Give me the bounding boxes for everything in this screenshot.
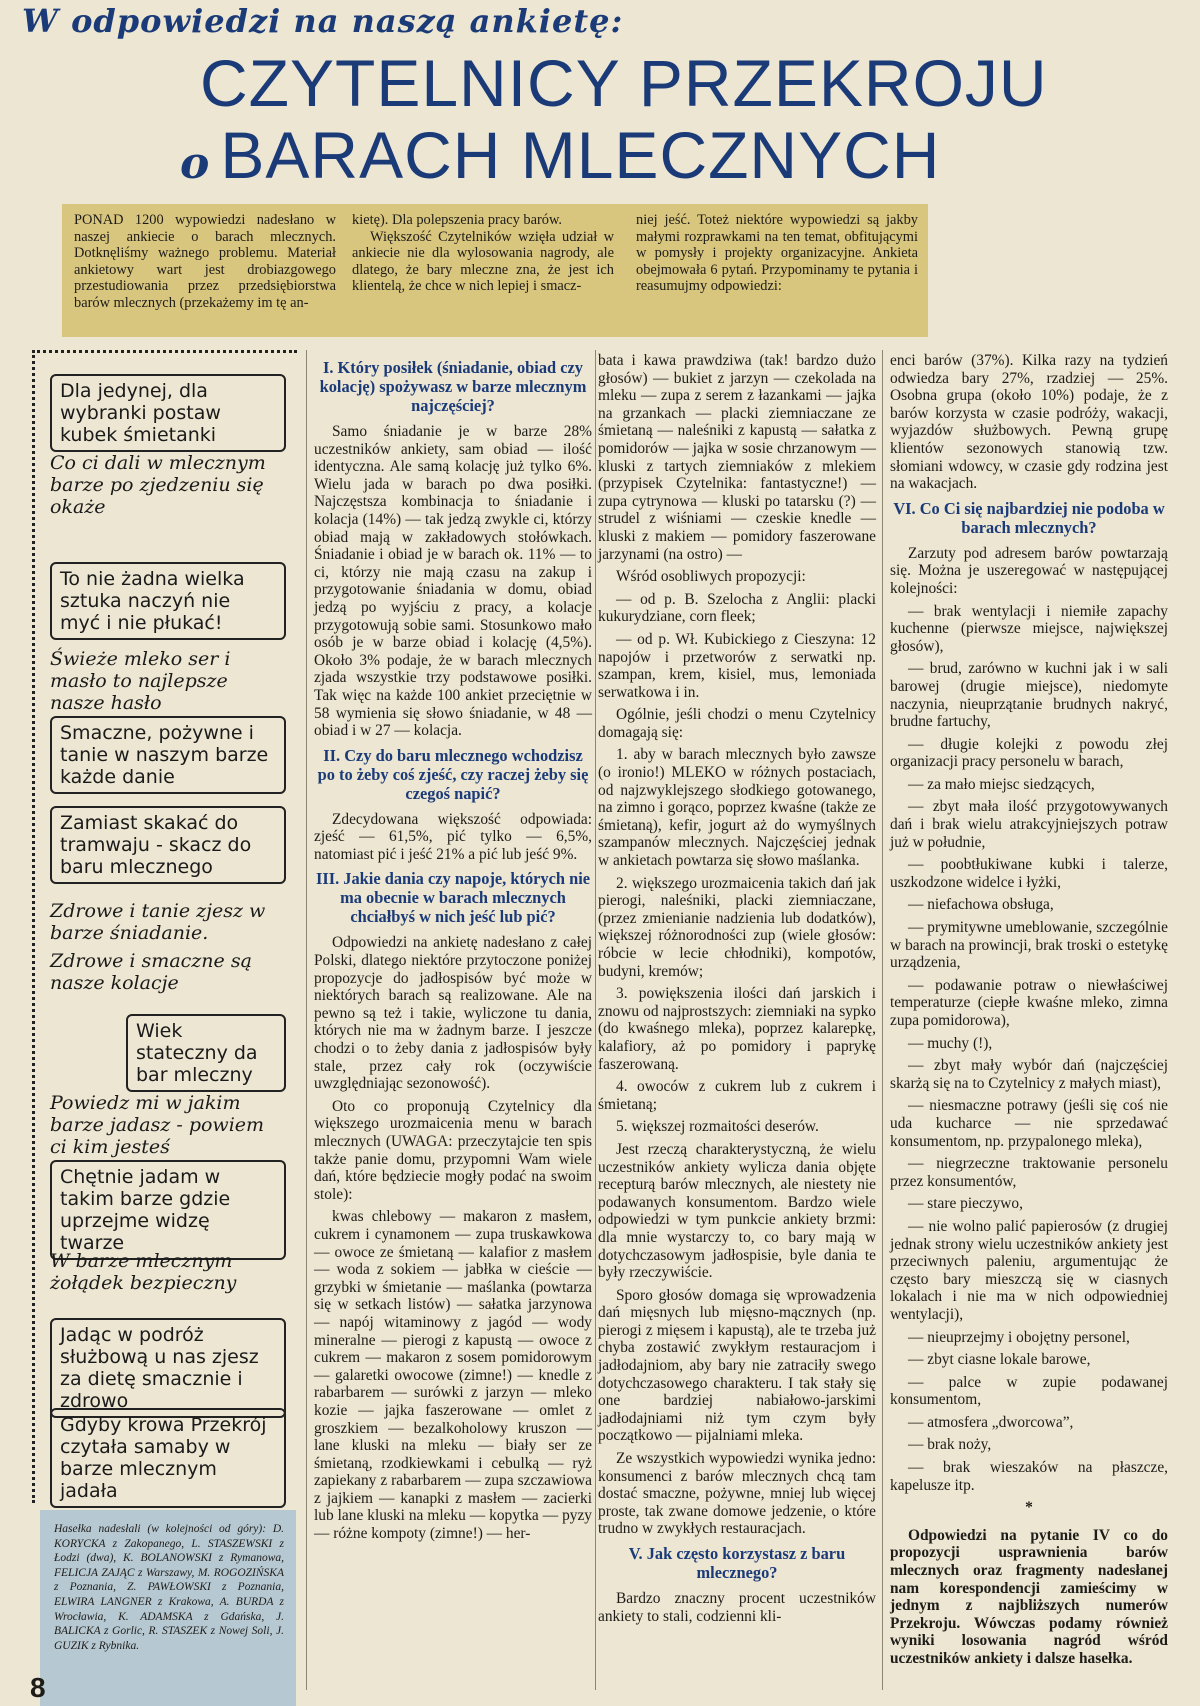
verse: Dla jedynej, dla wybranki postaw kubek śmietanki <box>50 374 286 452</box>
paragraph: 2. większego urozmaicenia takich dań jak pierogi, naleśniki, placki ziemniaczane, (przez zmienianie nadzienia lub dodatków), większej różnorodności zup (wiele głosów: róbcie w lecie chłodniki), kompotów, budyni, kremów; <box>598 874 876 980</box>
paragraph: Zarzuty pod adresem barów powtarzają się. Można je uszeregować w następującej kolejności: <box>890 544 1168 597</box>
complaint-item: — poobtłukiwane kubki i talerze, uszkodzone widelce i łyżki, <box>890 856 1168 891</box>
paragraph: Samo śniadanie je w barze 28% uczestników ankiety, sam obiad — ilość identyczna. Ale samą kolację już tylko 6%. Wielu jada w barach po dwa posiłki. Najczęstsza kombinacja to śniadanie i kolacja (14%) — tak jedzą zwykle ci, którzy obiad mają w zakładowych stołówkach. Śniadanie i obiad je w barach ok. 11% — to ci, którzy nie mają czasu na zakup i przygotowanie śniadania w domu, obiad jedzą po wyjściu z pracy, a kolacje przygotowują sobie sami. Stosunkowo mało osób je w barze obiad i kolację (4,5%). Około 3% podaje, że w barach mlecznych zjada wszystkie trzy podstawowe posiłki. Tak więc na każde 100 ankiet przeciętnie w 58 wymienia się słowo śniadanie, w 48 — obiad i w 27 — kolacja. <box>314 423 592 740</box>
verse: Powiedz mi w jakim barze jadasz - powiem ci kim jesteś <box>50 1092 265 1158</box>
intro-col-3 <box>636 212 918 295</box>
complaint-item: — zbyt ciasne lokale barowe, <box>908 1351 1091 1369</box>
verse: Chętnie jadam w takim barze gdzie uprzejme widzę twarze <box>50 1160 286 1260</box>
intro-text: PONAD 1200 wypowiedzi nadesłano w naszej ankiecie o barach mlecznych. Dotknęliśmy ważnego problemu. Materiał ankietowy wart jest drobiazgowego przestudiowania przez przedsiębiorstwa barów mlecznych (przekażemy im tę an- <box>74 212 336 311</box>
complaints-list <box>890 603 1168 1495</box>
verse: Smaczne, pożywne i tanie w naszym barze każde danie <box>50 716 286 794</box>
paragraph: Zdecydowana większość odpowiada: zjeść — 61,5%, pić tylko — 6,5%, natomiast pić i jeść 21% a pić lub jeść 9%. <box>314 810 592 863</box>
verse: Gdyby krowa Przekrój czytała samaby w barze mlecznym jadała <box>50 1408 286 1508</box>
complaint-item: — muchy (!), <box>908 1034 993 1052</box>
headline-o: o <box>180 138 211 189</box>
paragraph: kwas chlebowy — makaron z masłem, cukrem i cynamonem — zupa truskawkowa — owoce ze śmietaną — kalafior z masłem — woda z sokiem — jabłka w cieście — grzybki w śmietanie — maślanka (powtarza się w setkach listów) — sałatka jarzynowa — napój witaminowy z jagód — wody mineralne — pierogi z kapustą — owoce z cukrem — makaron z sosem pomidorowym — galaretki owocowe (zimne!) — knedle z rabarbarem — surówki z jarzyn — mleko kozie — jajka faszerowane — omlet z groszkiem — bezalkoholowy kruszon — lane kluski na mleku — biały ser ze śmietaną, rzodkiewkami i cebulką — ryż zapiekany z rabarbarem — zupa szczawiowa z jajkiem — kanapki z masłem — zacierki lub lane kluski na mleku — kopytka — pyzy — różne kompoty (zimne!) — her- <box>314 1208 592 1543</box>
question-heading: III. Jakie dania czy napoje, których nie ma obecnie w barach mlecznych chciałbyś w nich jeść lub pić? <box>315 869 591 927</box>
complaint-item: — zbyt mały wybór dań (najczęściej skarżą się na to Czytelnicy z małych miast), <box>890 1057 1168 1092</box>
question-heading: II. Czy do baru mlecznego wchodzisz po to żeby coś zjeść, czy raczej żeby się czegoś napić? <box>317 745 589 803</box>
verse: Zdrowe i tanie zjesz w barze śniadanie. <box>50 900 266 944</box>
complaint-item: — nieuprzejmy i obojętny personel, <box>908 1328 1130 1346</box>
complaint-item: — brak noży, <box>908 1436 992 1454</box>
separator-star: * <box>1025 1499 1033 1517</box>
paragraph: — od p. Wł. Kubickiego z Cieszyna: 12 napojów i przetworów z serwatki np. szampan, krem, kisiel, mus, lemoniada serwatkowa i in. <box>598 630 876 701</box>
headline-line2: BARACH MLECZNYCH <box>220 118 941 192</box>
article-column-3 <box>890 352 1168 1673</box>
question-heading: V. Jak często korzystasz z baru mlecznego? <box>628 1544 846 1582</box>
column-rule <box>595 350 596 1690</box>
complaint-item: — długie kolejki z powodu złej organizacji pracy personelu w barach, <box>890 735 1168 771</box>
paragraph: Ze wszystkich wypowiedzi wynika jedno: konsumenci z barów mlecznych chcą tam dostać smaczne, pożywne, mniej lub więcej proste, tak zwane domowe jedzenie, o które trudno w zwykłych restauracjach. <box>598 1450 876 1538</box>
credits-box <box>40 1510 296 1706</box>
verse: W barze mlecznym żołądek bezpieczny <box>50 1250 237 1294</box>
complaint-item: — zbyt mała ilość przygotowywanych dań i brak wielu atrakcyjniejszych potraw już w południe, <box>890 798 1168 851</box>
complaint-item: — brak wieszaków na płaszcze, kapelusze itp. <box>890 1459 1168 1494</box>
verse: Świeże mleko ser i masło to najlepsze nasze hasło <box>50 648 231 714</box>
headline <box>180 46 1048 199</box>
intro-text: Większość Czytelników wzięła udział w ankiecie nie dla wylosowania nagrody, ale dlatego, że bary mleczne zna, że jest ich klientelą, że chce w nich lepiej i smacz- <box>352 228 614 295</box>
article-column-2 <box>598 352 876 1630</box>
complaint-item: — stare pieczywo, <box>908 1195 1023 1213</box>
kicker: W odpowiedzi na naszą ankietę: <box>22 2 624 40</box>
headline-line1: CZYTELNICY PRZEKROJU <box>200 46 1048 120</box>
paragraph: Ogólnie, jeśli chodzi o menu Czytelnicy domagają się: <box>598 706 876 741</box>
paragraph: 4. owoców z cukrem lub z cukrem i śmietaną; <box>598 1078 876 1113</box>
complaint-item: — za mało miejsc siedzących, <box>908 775 1095 793</box>
complaint-item: — niefachowa obsługa, <box>908 896 1054 914</box>
verse: Wiek stateczny da bar mleczny <box>126 1014 286 1092</box>
verse: Jadąc w podróż służbową u nas zjesz za dietę smacznie i zdrowo <box>50 1318 286 1418</box>
paragraph: 1. aby w barach mlecznych było zawsze (o ironio!) MLEKO w różnych postaciach, od najzwyklejszego słodkiego gotowanego, na zimno i gorąco, poprzez kwaśne (także ze śmietaną), kefir, jogurt aż do wymyślnych szampanów mlecznych. Najczęściej jednak w ankietach powtarza się słowo maślanka. <box>598 746 876 870</box>
column-rule <box>882 350 883 1690</box>
paragraph: 5. większej rozmaitości deserów. <box>616 1118 819 1136</box>
complaint-item: — niesmaczne potrawy (jeśli się coś nie uda kucharce — nie sprzedawać konsumentom, np. przypalonego mleka), <box>890 1097 1168 1150</box>
complaint-item: — atmosfera „dworcowa”, <box>908 1413 1074 1431</box>
paragraph: bata i kawa prawdziwa (tak! bardzo dużo głosów) — bukiet z jarzyn — czekolada na mleku — zupa z serem z łazankami — jajka na grzankach — placki ziemniaczane ze śmietaną — naleśniki z kapustą — sałatka z pomidorów — jajka w sosie chrzanowym — kluski z tartych ziemniaków z mlekiem (przypisek Czytelnika: fantastyczne!) — zupa cytrynowa — kluski po tatarsku (?) — strudel z wiśniami — czeskie knedle — kluski z makiem — pomidory faszerowane jarzynami (na ostro) — <box>598 352 876 563</box>
question-heading: I. Który posiłek (śniadanie, obiad czy kolację) spożywasz w barze mlecznym najczęściej? <box>319 358 587 415</box>
paragraph: 3. powiększenia ilości dań jarskich i znowu od najprostszych: ziemniaki na sypko (do kwaśnego mleka), poprzez kalarepkę, kalafiory, aż po pomidory i paprykę faszerowaną. <box>598 985 876 1073</box>
column-rule <box>306 350 307 1690</box>
verse: Zamiast skakać do tramwaju - skacz do baru mlecznego <box>50 806 286 884</box>
paragraph: Bardzo znaczny procent uczestników ankiety to stali, codzienni kli- <box>598 1590 876 1625</box>
verse: Co ci dali w mlecznym barze po zjedzeniu się okaże <box>50 452 266 518</box>
page-number: 8 <box>30 1672 46 1703</box>
paragraph: enci barów (37%). Kilka razy na tydzień odwiedza bary 27%, rzadziej — 25%. Osobna grupa (około 10%) podaje, że z barów korzysta w czasie podróży, wakacji, wyjazdów służbowych. Pewną grupę klientów sezonowych stanowią tzw. słomiani wdowcy, w czasie gdy rodzina jest na wakacjach. <box>890 352 1168 493</box>
article-column-1 <box>314 352 592 1548</box>
paragraph: Jest rzeczą charakterystyczną, że wielu uczestników ankiety wylicza dania objęte recepturą barów mlecznych, ale niestety nie podawanych konsumentom. Bardzo wiele odpowiedzi w tym punkcie ankiety brzmi: dla mnie wystarczy to, co bary mają w dotychczasowym jadłospisie, byle dania te były rzeczywiście. <box>598 1140 876 1282</box>
verse: Zdrowe i smaczne są nasze kolacje <box>50 950 252 994</box>
complaint-item: — nie wolno palić papierosów (z drugiej jednak strony wielu uczestników ankiety jest przeciwnych paleniu, argumentując że często bary mieszczą się w ciasnych lokalach i nie ma w nich odpowiedniej wentylacji), <box>890 1217 1168 1323</box>
paragraph: Oto co proponują Czytelnicy dla większego urozmaicenia menu w barach mlecznych (UWAGA: przeczytajcie ten spis także panie domu, przypomni Wam wiele dań, które będziecie mogły podać na swoim stole): <box>314 1097 592 1203</box>
verse: To nie żadna wielka sztuka naczyń nie myć i nie płukać! <box>50 562 286 640</box>
intro-col-2 <box>352 212 614 295</box>
complaint-item: — brak wentylacji i niemiłe zapachy kuchenne (pierwsze miejsce, największej głosów), <box>890 602 1168 655</box>
paragraph: Sporo głosów domaga się wprowadzenia dań mięsnych lub mięsno-mącznych (np. pierogi z mięsem i kapustą), ale te trzeba już chyba zostawić zwykłym restauracjom i jadłodajniom, aby bary nie zatraciły swego dotychczasowego charakteru. I tak stały się one bardziej nabiałowo-jarskimi jadłodajniami niż tym czym były początkowo — pijalniami mleka. <box>598 1286 876 1445</box>
complaint-item: — palce w zupie podawanej konsumentom, <box>890 1373 1168 1409</box>
closing-note: Odpowiedzi na pytanie IV co do propozycji usprawnienia barów mlecznych oraz fragmenty nadesłanej nam korespondencji zamieścimy w jednym z najbliższych numerów Przekroju. Wówczas podamy również wyniki losowania nagród wśród uczestników ankiety i dalsze hasełka. <box>890 1526 1168 1667</box>
complaint-item: — podawanie potraw o niewłaściwej temperaturze (ciepłe kwaśne mleko, zimna zupa pomidorowa), <box>890 976 1168 1029</box>
credits-text: Hasełka nadesłali (w kolejności od góry): D. KORYCKA z Zakopanego, L. STASZEWSKI z Łodzi (dwa), K. BOLANOWSKI z Rymanowa, FELICJA ZAJĄC z Warszawy, M. ROGOZIŃSKA z Poznania, Z. PAWŁOWSKI z Poznania, ELWIRA LANGNER z Krakowa, A. BURDA z Wrocławia, K. ADAMSKA z Gdańska, J. BALICKA z Gorlic, R. STASZEK z Nowej Soli, J. GUZIK z Rybnika. <box>54 1523 284 1652</box>
intro-text: kietę). Dla polepszenia pracy barów. <box>352 212 563 228</box>
complaint-item: — prymitywne umeblowanie, szczególnie w barach na prowincji, brak troski o estetykę urządzenia, <box>890 919 1168 972</box>
complaint-item: — brud, zarówno w kuchni jak i w sali barowej (drugie miejsce), niedomyte naczynia, nieuprzątanie brudnych nakryć, brudne fartuchy, <box>890 660 1168 731</box>
question-heading: VI. Co Ci się najbardziej nie podoba w barach mlecznych? <box>893 498 1165 537</box>
paragraph: Odpowiedzi na ankietę nadesłano z całej Polski, dlatego niektóre przytoczone poniżej propozycje do jadłospisów być może w niektórych barach są realizowane. Ale na pewno są też i takie, wyliczone tu dania, których nie ma w żadnym barze. I jeszcze chodzi o to żeby dania z jadłospisów były stale, przez cały rok (oczywiście uwzględniając sezonowość). <box>314 934 592 1093</box>
paragraph: Wśród osobliwych propozycji: <box>616 568 806 586</box>
intro-box <box>62 204 928 337</box>
paragraph: — od p. B. Szelocha z Anglii: placki kukurydziane, corn fleek; <box>598 590 876 626</box>
intro-col-1 <box>74 212 336 312</box>
intro-text: niej jeść. Toteż niektóre wypowiedzi są jakby małymi rozprawkami na ten temat, obfitującymi w pomysły i projekty organizacyjne. Ankieta obejmowała 6 pytań. Przypominamy te pytania i reasumujmy odpowiedzi: <box>636 212 918 295</box>
complaint-item: — niegrzeczne traktowanie personelu przez konsumentów, <box>890 1155 1168 1190</box>
